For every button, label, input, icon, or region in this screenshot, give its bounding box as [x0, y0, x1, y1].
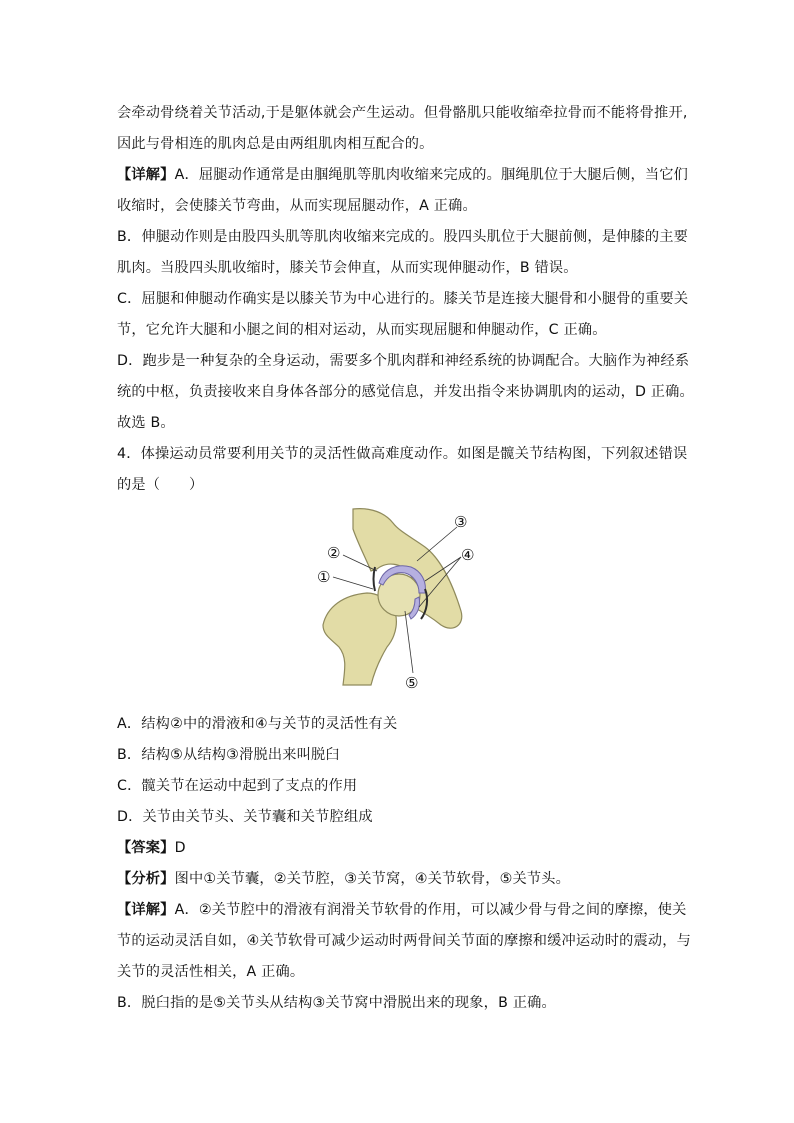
text-line: C．屈腿和伸腿动作确实是以膝关节为中心进行的。膝关节是连接大腿骨和小腿骨的重要关: [117, 291, 689, 307]
text-line: D．跑步是一种复杂的全身运动，需要多个肌肉群和神经系统的协调配合。大脑作为神经系: [117, 353, 690, 369]
detail-line: [117, 895, 687, 926]
figure-label-3: ③: [454, 513, 468, 531]
figure-label-5: ⑤: [405, 674, 419, 692]
text-line: 节，它允许大腿和小腿之间的相对运动，从而实现屈腿和伸腿动作，C 正确。: [117, 322, 607, 338]
analysis-text: 图中①关节囊，②关节腔，③关节窝，④关节软骨，⑤关节头。: [174, 871, 571, 887]
option-a: A．结构②中的滑液和④与关节的灵活性有关: [117, 716, 398, 732]
detail-tag: 【详解】: [117, 902, 175, 918]
detail-tag: 【详解】: [117, 167, 175, 183]
text-line: 因此与骨相连的肌肉总是由两组肌肉相互配合的。: [117, 136, 434, 152]
figure-label-4: ④: [461, 546, 475, 564]
answer-line: [117, 833, 687, 864]
option-d: D．关节由关节头、关节囊和关节腔组成: [117, 809, 373, 825]
option-c: C．髋关节在运动中起到了支点的作用: [117, 778, 358, 794]
answer-text: D: [174, 840, 186, 856]
text-line: 收缩时，会使膝关节弯曲，从而实现屈腿动作，A 正确。: [117, 198, 477, 214]
text-line: B．伸腿动作则是由股四头肌等肌肉收缩来完成的。股四头肌位于大腿前侧，是伸膝的主要: [117, 229, 689, 245]
text-line: 节的运动灵活自如，④关节软骨可减少运动时两骨间关节面的摩擦和缓冲运动时的震动，与: [117, 933, 692, 949]
text-line: 故选 B。: [117, 415, 175, 431]
question-line: 的是（ ）: [117, 477, 204, 493]
figure-label-1: ①: [317, 568, 331, 586]
detail-line: [117, 160, 687, 191]
option-b: B．结构⑤从结构③滑脱出来叫脱臼: [117, 747, 340, 763]
document-page: [117, 98, 694, 1019]
analysis-line: [117, 864, 687, 895]
hip-joint-figure: [117, 501, 687, 709]
answer-tag: 【答案】: [117, 840, 175, 856]
text-line: 会牵动骨绕着关节活动,于是躯体就会产生运动。但骨骼肌只能收缩牵拉骨而不能将骨推开,: [117, 105, 688, 121]
hip-joint-diagram: [313, 507, 493, 692]
joint-capsule: [374, 567, 376, 591]
text-line: 肌肉。当股四头肌收缩时，膝关节会伸直，从而实现伸腿动作，B 错误。: [117, 260, 578, 276]
text-line: B．脱臼指的是⑤关节头从结构③关节窝中滑脱出来的现象，B 正确。: [117, 995, 556, 1011]
detail-text: A．②关节腔中的滑液有润滑关节软骨的作用，可以减少骨与骨之间的摩擦，使关: [174, 902, 687, 918]
question-line: 4．体操运动员常要利用关节的灵活性做高难度动作。如图是髋关节结构图，下列叙述错误: [117, 446, 688, 462]
figure-label-2: ②: [327, 544, 341, 562]
text-line: 统的中枢，负责接收来自身体各部分的感觉信息，并发出指令来协调肌肉的运动，D 正确。: [117, 384, 694, 400]
text-line: 关节的灵活性相关，A 正确。: [117, 964, 305, 980]
detail-text: A．屈腿动作通常是由腘绳肌等肌肉收缩来完成的。腘绳肌位于大腿后侧，当它们: [174, 167, 689, 183]
analysis-tag: 【分析】: [117, 871, 175, 887]
